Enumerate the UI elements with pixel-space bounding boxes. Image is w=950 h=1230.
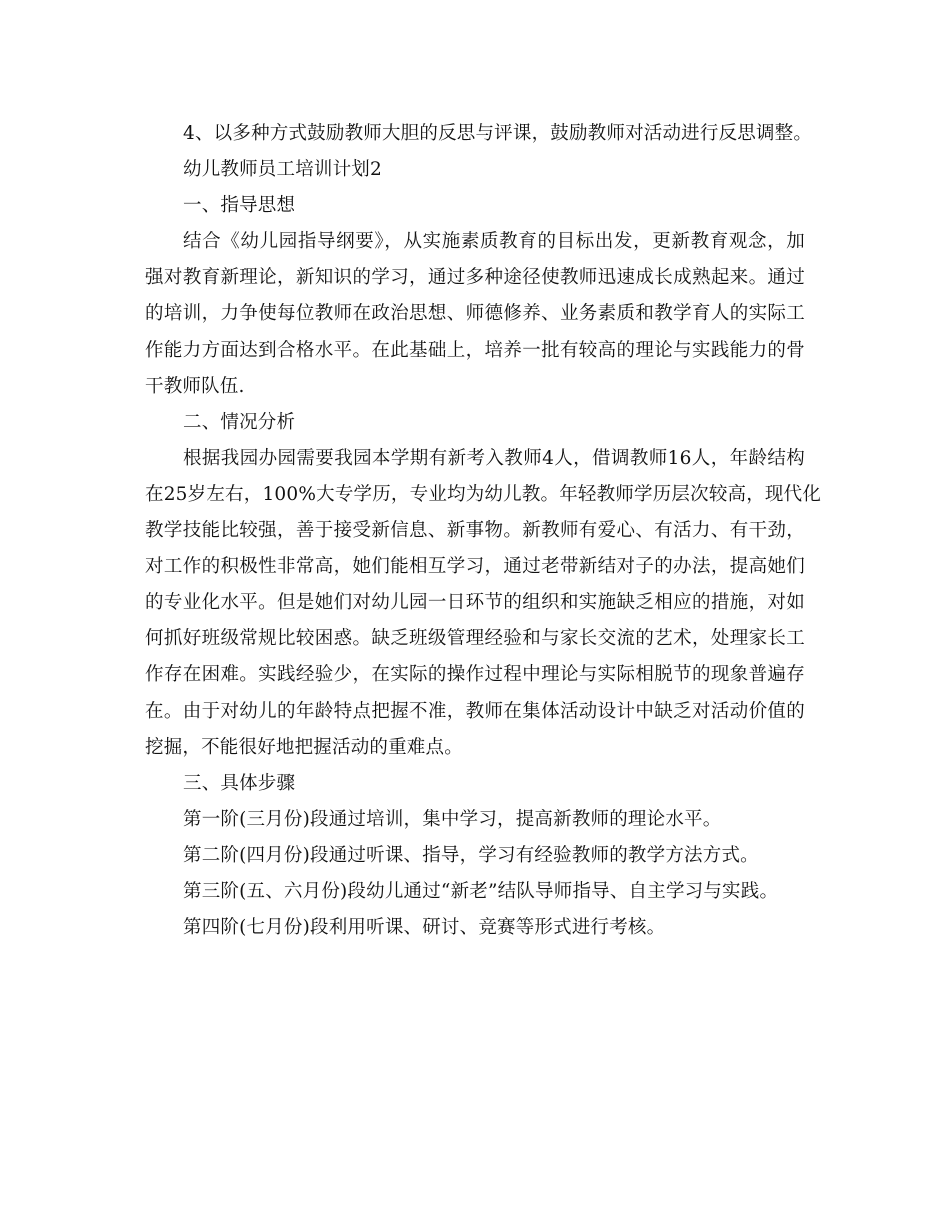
paragraph-line: 在。由于对幼儿的年龄特点把握不准，教师在集体活动设计中缺乏对活动价值的 [145,700,805,722]
section-heading: 二、情况分析 [183,411,296,433]
paragraph-line: 何抓好班级常规比较困惑。缺乏班级管理经验和与家长交流的艺术，处理家长工 [145,628,805,650]
list-item: 第四阶(七月份)段利用听课、研讨、竞赛等形式进行考核。 [183,917,666,939]
paragraph-line: 强对教育新理论，新知识的学习，通过多种途径使教师迅速成长成熟起来。通过 [145,267,805,289]
paragraph-line: 对工作的积极性非常高，她们能相互学习，通过老带新结对子的办法，提高她们 [145,556,805,578]
paragraph-line: 结合《幼儿园指导纲要》，从实施素质教育的目标出发，更新教育观念，加 [183,231,805,253]
section-title: 幼儿教师员工培训计划2 [183,159,382,181]
document-body [145,116,822,946]
paragraph-line: 在25岁左右，100%大专学历，专业均为幼儿教。年轻教师学历层次较高，现代化 [145,483,822,505]
list-item: 第三阶(五、六月份)段幼儿通过“新老”结队导师指导、自主学习与实践。 [183,880,779,902]
paragraph-line: 干教师队伍. [145,375,245,397]
list-item: 第一阶(三月份)段通过培训，集中学习，提高新教师的理论水平。 [183,808,722,830]
section-heading: 一、指导思想 [183,195,296,217]
section-heading: 三、具体步骤 [183,772,296,794]
paragraph-line: 作能力方面达到合格水平。在此基础上，培养一批有较高的理论与实践能力的骨 [145,339,805,361]
paragraph-line: 根据我园办园需要我园本学期有新考入教师4人，借调教师16人，年龄结构 [183,447,805,469]
paragraph-line: 作存在困难。实践经验少，在实际的操作过程中理论与实际相脱节的现象普遍存 [145,664,805,686]
paragraph-line: 4、以多种方式鼓励教师大胆的反思与评课，鼓励教师对活动进行反思调整。 [183,123,813,144]
paragraph-line: 的培训，力争使每位教师在政治思想、师德修养、业务素质和教学育人的实际工 [145,303,805,325]
list-item: 第二阶(四月份)段通过听课、指导，学习有经验教师的教学方法方式。 [183,844,759,866]
paragraph-line: 挖掘，不能很好地把握活动的重难点。 [145,736,463,758]
paragraph-line: 的专业化水平。但是她们对幼儿园一日环节的组织和实施缺乏相应的措施，对如 [145,592,805,614]
paragraph-line: 教学技能比较强，善于接受新信息、新事物。新教师有爱心、有活力、有干劲， [145,520,805,542]
